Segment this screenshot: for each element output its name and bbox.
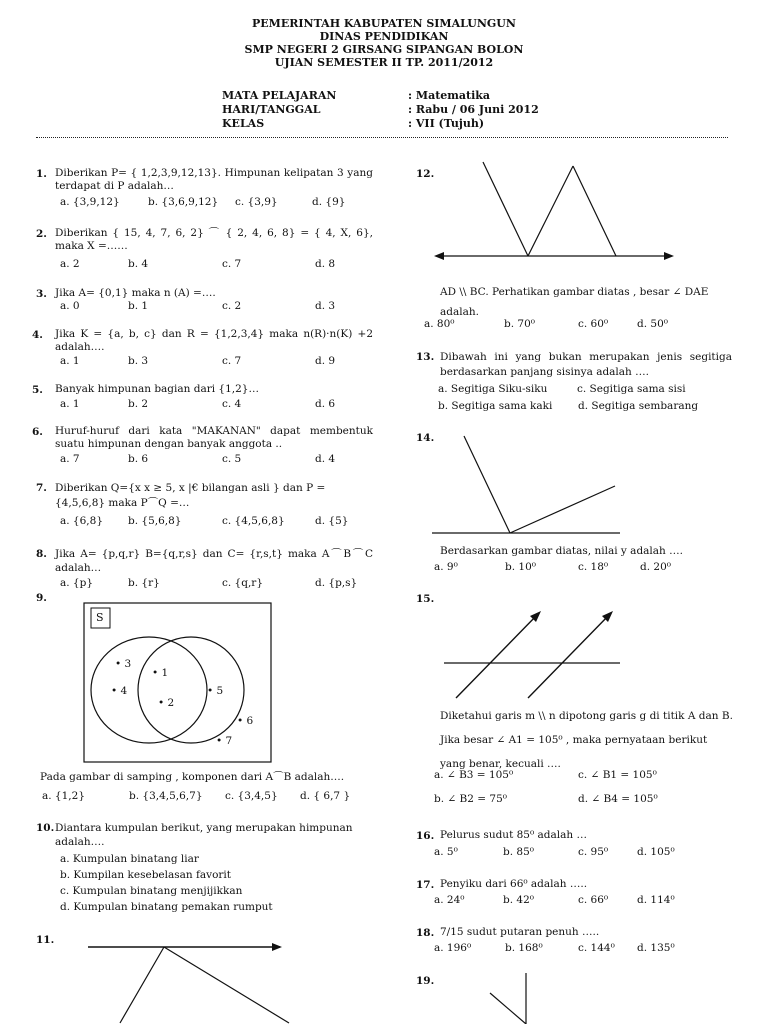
q18-number: 18. bbox=[416, 927, 435, 939]
header-line-4: UJIAN SEMESTER II TP. 2011/2012 bbox=[274, 56, 494, 69]
q14-figure bbox=[430, 432, 630, 542]
q9-option-d: d. { 6,7 } bbox=[300, 790, 351, 802]
class-label: KELAS bbox=[222, 117, 265, 130]
q14-option-b: b. 10⁰ bbox=[505, 561, 536, 573]
q5-number: 5. bbox=[32, 384, 43, 396]
q15-figure bbox=[440, 606, 640, 701]
q10-option-b: b. Kumpilan kesebelasan favorit bbox=[60, 869, 232, 881]
q16-option-b: b. 85⁰ bbox=[503, 846, 534, 858]
q2-option-b: b. 4 bbox=[128, 258, 149, 270]
divider bbox=[36, 137, 728, 138]
q7-number: 7. bbox=[36, 482, 47, 494]
q12-option-d: d. 50⁰ bbox=[637, 318, 668, 330]
q16-text: Pelurus sudut 85⁰ adalah … bbox=[440, 829, 587, 841]
q1-option-d: d. {9} bbox=[312, 196, 346, 208]
q6-option-a: a. 7 bbox=[60, 453, 80, 465]
q3-option-a: a. 0 bbox=[60, 300, 80, 312]
q9-number: 9. bbox=[36, 592, 47, 604]
q2-text: Diberikan { 15, 4, 7, 6, 2} ⌒ { 2, 4, 6, 8} = { 4, X, 6}, maka X =…… bbox=[55, 227, 373, 252]
q15-text: Diketahui garis m \\ n dipotong garis g di titik A dan B. Jika besar ∠ A1 = 105⁰ , maka pernyataan berikut yang benar, kecuali …. bbox=[440, 710, 733, 770]
q17-option-d: d. 114⁰ bbox=[637, 894, 675, 906]
q6-option-b: b. 6 bbox=[128, 453, 149, 465]
q15-option-c: c. ∠ B1 = 105⁰ bbox=[578, 769, 657, 781]
q13-number: 13. bbox=[416, 351, 435, 363]
q17-option-a: a. 24⁰ bbox=[434, 894, 465, 906]
q6-number: 6. bbox=[32, 426, 43, 438]
q4-option-b: b. 3 bbox=[128, 355, 149, 367]
subject-value: : Matematika bbox=[408, 89, 491, 102]
q8-number: 8. bbox=[36, 548, 47, 560]
q8-option-c: c. {q,r} bbox=[222, 577, 263, 589]
q13-option-d: d. Segitiga sembarang bbox=[578, 400, 699, 412]
q19-figure bbox=[470, 969, 590, 1024]
q2-option-d: d. 8 bbox=[315, 258, 336, 270]
q7-option-d: d. {5} bbox=[315, 515, 349, 527]
q14-text: Berdasarkan gambar diatas, nilai y adalah …. bbox=[440, 545, 683, 557]
q12-figure bbox=[430, 160, 680, 260]
q4-text: Jika K = {a, b, c} dan R = {1,2,3,4} maka n(R)·n(K) +2 adalah…. bbox=[55, 328, 373, 353]
q9-text: Pada gambar di samping , komponen dari A⌒B adalah…. bbox=[40, 771, 345, 783]
q9-option-c: c. {3,4,5} bbox=[225, 790, 278, 802]
q6-option-d: d. 4 bbox=[315, 453, 336, 465]
q6-text: Huruf-huruf dari kata "MAKANAN" dapat membentuk suatu himpunan dengan banyak anggota .. bbox=[55, 425, 373, 450]
q12-text: AD \\ BC. Perhatikan gambar diatas , besar ∠ DAE adalah. bbox=[440, 286, 709, 318]
q3-text: Jika A= {0,1} maka n (A) =…. bbox=[55, 287, 216, 299]
q10-option-d: d. Kumpulan binatang pemakan rumput bbox=[60, 901, 273, 913]
q18-option-c: c. 144⁰ bbox=[578, 942, 615, 954]
venn-element-3: • 3 bbox=[115, 658, 132, 670]
q7-option-b: b. {5,6,8} bbox=[128, 515, 182, 527]
q12-option-c: c. 60⁰ bbox=[578, 318, 609, 330]
venn-set-label: S bbox=[96, 611, 104, 624]
q13-option-c: c. Segitiga sama sisi bbox=[577, 383, 686, 395]
q16-option-d: d. 105⁰ bbox=[637, 846, 675, 858]
q9-option-b: b. {3,4,5,6,7} bbox=[129, 790, 203, 802]
venn-element-5: • 5 bbox=[207, 685, 224, 697]
q7-text: Diberikan Q={x x ≥ 5, x |€ bilangan asli } dan P = {4,5,6,8} maka P⌒Q =… bbox=[55, 482, 326, 509]
q3-option-b: b. 1 bbox=[128, 300, 149, 312]
meta-subject bbox=[222, 89, 490, 102]
q8-option-a: a. {p} bbox=[60, 577, 94, 589]
q5-option-a: a. 1 bbox=[60, 398, 80, 410]
q11-number: 11. bbox=[36, 934, 55, 946]
q14-option-d: d. 20⁰ bbox=[640, 561, 671, 573]
q16-number: 16. bbox=[416, 830, 435, 842]
meta-date bbox=[222, 103, 539, 116]
venn-element-2: • 2 bbox=[158, 697, 175, 709]
q15-option-a: a. ∠ B3 = 105⁰ bbox=[434, 769, 514, 781]
venn-diagram bbox=[83, 602, 273, 764]
q4-number: 4. bbox=[32, 329, 43, 341]
q5-text: Banyak himpunan bagian dari {1,2}… bbox=[55, 383, 259, 395]
q7-option-a: a. {6,8} bbox=[60, 515, 103, 527]
q14-option-c: c. 18⁰ bbox=[578, 561, 609, 573]
q11-figure bbox=[84, 939, 304, 1024]
q2-number: 2. bbox=[36, 228, 47, 240]
q16-option-c: c. 95⁰ bbox=[578, 846, 609, 858]
q5-option-d: d. 6 bbox=[315, 398, 336, 410]
q8-text: Jika A= {p,q,r} B={q,r,s} dan C= {r,s,t} maka A⌒B⌒C adalah… bbox=[55, 548, 373, 574]
q4-option-c: c. 7 bbox=[222, 355, 242, 367]
q5-option-b: b. 2 bbox=[128, 398, 149, 410]
q10-option-a: a. Kumpulan binatang liar bbox=[60, 853, 199, 865]
q15-number: 15. bbox=[416, 593, 435, 605]
q17-option-b: b. 42⁰ bbox=[503, 894, 534, 906]
header-line-3: SMP NEGERI 2 GIRSANG SIPANGAN BOLON bbox=[244, 43, 524, 56]
q6-option-c: c. 5 bbox=[222, 453, 242, 465]
q14-number: 14. bbox=[416, 432, 435, 444]
q13-option-a: a. Segitiga Siku-siku bbox=[438, 383, 548, 395]
date-label: HARI/TANGGAL bbox=[222, 103, 321, 116]
q1-number: 1. bbox=[36, 168, 47, 180]
header-line-2: DINAS PENDIDIKAN bbox=[319, 30, 449, 43]
date-value: : Rabu / 06 Juni 2012 bbox=[408, 103, 539, 116]
q18-option-a: a. 196⁰ bbox=[434, 942, 472, 954]
q13-option-b: b. Segitiga sama kaki bbox=[438, 400, 553, 412]
venn-element-1: • 1 bbox=[152, 667, 169, 679]
q1-option-b: b. {3,6,9,12} bbox=[148, 196, 219, 208]
q18-option-d: d. 135⁰ bbox=[637, 942, 675, 954]
venn-element-6: • 6 bbox=[237, 715, 254, 727]
q15-option-d: d. ∠ B4 = 105⁰ bbox=[578, 793, 658, 805]
class-value: : VII (Tujuh) bbox=[408, 117, 485, 130]
q3-option-d: d. 3 bbox=[315, 300, 336, 312]
q1-text: Diberikan P= { 1,2,3,9,12,13}. Himpunan kelipatan 3 yang terdapat di P adalah… bbox=[55, 167, 373, 192]
q17-option-c: c. 66⁰ bbox=[578, 894, 609, 906]
venn-element-7: • 7 bbox=[216, 735, 233, 747]
q3-option-c: c. 2 bbox=[222, 300, 242, 312]
q4-option-a: a. 1 bbox=[60, 355, 80, 367]
q10-option-c: c. Kumpulan binatang menjijikkan bbox=[60, 885, 243, 897]
q10-text: Diantara kumpulan berikut, yang merupakan himpunan adalah…. bbox=[55, 822, 353, 848]
q4-option-d: d. 9 bbox=[315, 355, 336, 367]
q16-option-a: a. 5⁰ bbox=[434, 846, 458, 858]
meta-class bbox=[222, 117, 484, 130]
q10-number: 10. bbox=[36, 822, 55, 834]
q18-option-b: b. 168⁰ bbox=[505, 942, 543, 954]
q2-option-c: c. 7 bbox=[222, 258, 242, 270]
q17-number: 17. bbox=[416, 879, 435, 891]
q12-option-b: b. 70⁰ bbox=[504, 318, 535, 330]
q17-text: Penyiku dari 66⁰ adalah ….. bbox=[440, 878, 588, 890]
q12-number: 12. bbox=[416, 168, 435, 180]
q2-option-a: a. 2 bbox=[60, 258, 80, 270]
q8-option-d: d. {p,s} bbox=[315, 577, 358, 589]
q13-text: Dibawah ini yang bukan merupakan jenis segitiga berdasarkan panjang sisinya adalah …. bbox=[440, 351, 732, 378]
q1-option-c: c. {3,9} bbox=[235, 196, 278, 208]
q3-number: 3. bbox=[36, 288, 47, 300]
q5-option-c: c. 4 bbox=[222, 398, 242, 410]
q9-option-a: a. {1,2} bbox=[42, 790, 85, 802]
q15-option-b: b. ∠ B2 = 75⁰ bbox=[434, 793, 507, 805]
q19-number: 19. bbox=[416, 975, 435, 987]
subject-label: MATA PELAJARAN bbox=[222, 89, 337, 102]
q7-option-c: c. {4,5,6,8} bbox=[222, 515, 285, 527]
q8-option-b: b. {r} bbox=[128, 577, 160, 589]
q14-option-a: a. 9⁰ bbox=[434, 561, 458, 573]
q18-text: 7/15 sudut putaran penuh ….. bbox=[440, 926, 600, 938]
header-line-1: PEMERINTAH KABUPATEN SIMALUNGUN bbox=[252, 17, 516, 30]
q12-option-a: a. 80⁰ bbox=[424, 318, 455, 330]
venn-element-4: • 4 bbox=[111, 685, 128, 697]
q1-option-a: a. {3,9,12} bbox=[60, 196, 120, 208]
